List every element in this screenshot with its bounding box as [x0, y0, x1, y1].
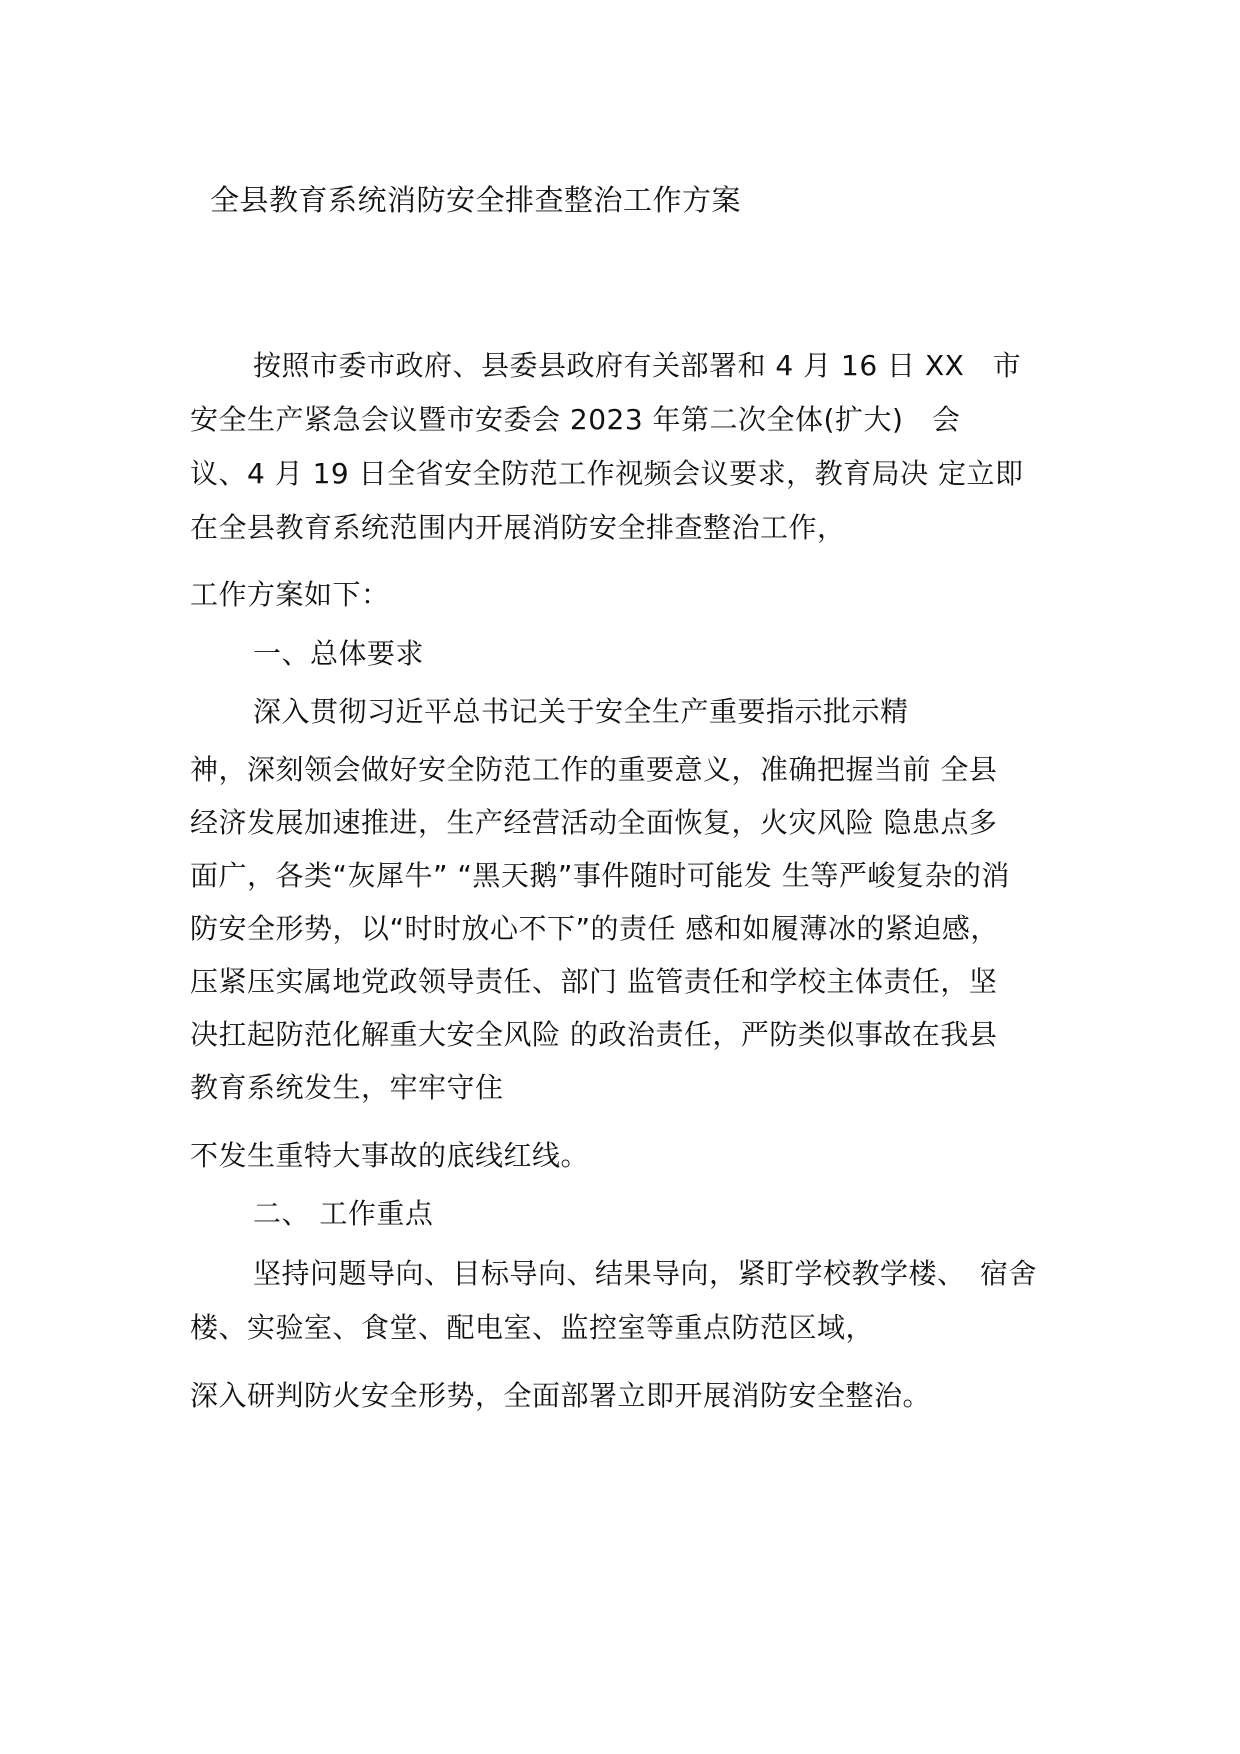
- section1-line-6: 压紧压实属地党政领导责任、部门 监管责任和学校主体责任，坚: [190, 965, 998, 998]
- section1-line-2: 神，深刻领会做好安全防范工作的重要意义，准确把握当前 全县: [190, 753, 998, 786]
- section1-line-4: 面广，各类“灰犀牛” “黑天鹅”事件随时可能发 生等严峻复杂的消: [190, 859, 1010, 892]
- intro-line-3: 议、4 月 19 日全省安全防范工作视频会议要求，教育局决 定立即: [190, 457, 1024, 490]
- document-title: 全县教育系统消防安全排查整治工作方案: [210, 183, 742, 217]
- section2-line-2: 楼、实验室、食堂、配电室、监控室等重点防范区域，: [190, 1311, 875, 1344]
- section1-heading: 一、总体要求: [253, 637, 425, 670]
- intro-line-4: 在全县教育系统范围内开展消防安全排查整治工作，: [190, 511, 846, 544]
- intro-line-1: 按照市委市政府、县委县政府有关部署和 4 月 16 日 XX 市: [253, 349, 1022, 382]
- section2-heading: 二、 工作重点: [253, 1197, 434, 1230]
- section1-line-3: 经济发展加速推进，生产经营活动全面恢复，火灾风险 隐患点多: [190, 806, 998, 839]
- section2-line-3: 深入研判防火安全形势，全面部署立即开展消防安全整治。: [190, 1379, 932, 1412]
- section2-line-1: 坚持问题导向、目标导向、结果导向，紧盯学校教学楼、 宿舍: [253, 1257, 1038, 1290]
- section1-line-9: 不发生重特大事故的底线红线。: [190, 1139, 590, 1172]
- section1-line-5: 防安全形势，以“时时放心不下”的责任 感和如履薄冰的紧迫感，: [190, 912, 999, 945]
- intro-line-5: 工作方案如下：: [190, 578, 390, 611]
- section1-line-8: 教育系统发生，牢牢守住: [190, 1071, 504, 1104]
- section1-line-1: 深入贯彻习近平总书记关于安全生产重要指示批示精: [253, 695, 909, 728]
- intro-line-2: 安全生产紧急会议暨市安委会 2023 年第二次全体(扩大) 会: [190, 403, 961, 436]
- section1-line-7: 决扛起防范化解重大安全风险 的政治责任，严防类似事故在我县: [190, 1018, 998, 1051]
